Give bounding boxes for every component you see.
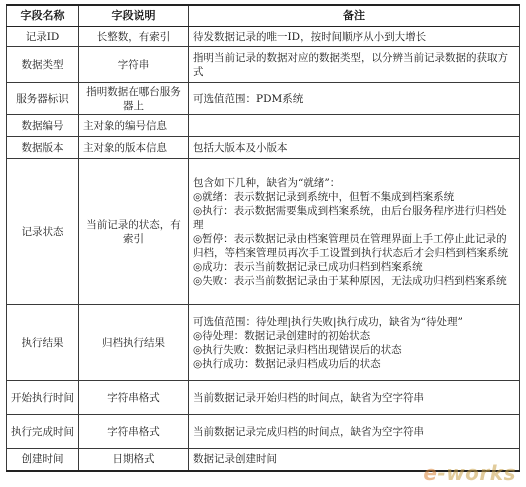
cell-field-desc: 指明数据在哪台服务器上 — [79, 83, 189, 115]
cell-field-desc: 主对象的编号信息 — [79, 115, 189, 137]
note-line: 当前数据记录开始归档的时间点，缺省为空字符串 — [193, 391, 424, 404]
table-row — [7, 137, 520, 159]
note-line: 指明当前记录的数据对应的数据类型，以分辨当前记录数据的获取方式 — [193, 51, 508, 78]
cell-note — [189, 449, 520, 471]
note-line: 包含如下几种，缺省为“就绪”： — [193, 176, 341, 189]
cell-field-desc: 字符串格式 — [79, 415, 189, 449]
note-line: ◎失败：表示当前数据记录由于某种原因，无法成功归档到档案系统 — [193, 274, 507, 287]
cell-field-desc: 归档执行结果 — [79, 305, 189, 381]
cell-field-desc: 字符串格式 — [79, 381, 189, 415]
table-row — [7, 115, 520, 137]
cell-note — [189, 27, 520, 47]
cell-note — [189, 415, 520, 449]
note-line: ◎就绪：表示数据记录到系统中，但暂不集成到档案系统 — [193, 190, 455, 203]
table-row — [7, 449, 520, 471]
cell-field-name: 服务器标识 — [7, 83, 79, 115]
table-header-row — [7, 5, 520, 27]
note-line: ◎待处理：数据记录创建时的初始状态 — [193, 329, 371, 342]
watermark-prefix: e — [423, 461, 438, 485]
cell-field-desc: 字符串 — [79, 47, 189, 83]
table-row — [7, 83, 520, 115]
note-line: 包括大版本及小版本 — [193, 141, 288, 154]
cell-note — [189, 137, 520, 159]
cell-field-name: 记录状态 — [7, 159, 79, 305]
table-row — [7, 381, 520, 415]
table-row — [7, 415, 520, 449]
note-line: 数据记录创建时间 — [193, 453, 277, 466]
cell-note — [189, 115, 520, 137]
note-line: 可选值范围：PDM系统 — [193, 92, 304, 105]
note-line: 可选值范围：待处理|执行失败|执行成功，缺省为“待处理” — [193, 315, 463, 328]
table-row — [7, 159, 520, 305]
cell-note — [189, 305, 520, 381]
note-line: ◎执行成功：数据记录归档成功后的状态 — [193, 357, 381, 370]
header-note: 备注 — [189, 5, 520, 27]
cell-field-desc: 主对象的版本信息 — [79, 137, 189, 159]
cell-field-name: 开始执行时间 — [7, 381, 79, 415]
field-definition-table — [6, 4, 520, 472]
note-line: ◎执行：表示数据需要集成到档案系统，由后台服务程序进行归档处理 — [193, 204, 507, 231]
cell-field-name: 执行结果 — [7, 305, 79, 381]
note-line: ◎执行失败：数据记录归档出现错误后的状态 — [193, 343, 402, 356]
cell-field-name: 数据版本 — [7, 137, 79, 159]
note-line: ◎暂停：表示数据记录由档案管理员在管理界面上手工停止此记录的归档，等档案管理员再次手工设置到执行状态后才会归档到档案系统 — [193, 232, 508, 259]
cell-field-desc: 长整数，有索引 — [79, 27, 189, 47]
cell-field-name: 记录ID — [7, 27, 79, 47]
table-row — [7, 27, 520, 47]
table-row — [7, 305, 520, 381]
cell-note — [189, 381, 520, 415]
table-row — [7, 47, 520, 83]
note-line: ◎成功：表示当前数据记录已成功归档到档案系统 — [193, 260, 423, 273]
cell-note — [189, 159, 520, 305]
header-field-name: 字段名称 — [7, 5, 79, 27]
cell-field-name: 执行完成时间 — [7, 415, 79, 449]
cell-field-desc: 日期格式 — [79, 449, 189, 471]
cell-field-name: 创建时间 — [7, 449, 79, 471]
header-field-desc: 字段说明 — [79, 5, 189, 27]
cell-note — [189, 83, 520, 115]
cell-field-desc: 当前记录的状态，有索引 — [79, 159, 189, 305]
cell-field-name: 数据编号 — [7, 115, 79, 137]
cell-note — [189, 47, 520, 83]
note-line: 当前数据记录完成归档的时间点，缺省为空字符串 — [193, 425, 424, 438]
note-line: 待发数据记录的唯一ID，按时间顺序从小到大增长 — [193, 30, 427, 43]
cell-field-name: 数据类型 — [7, 47, 79, 83]
watermark-text: -works — [437, 461, 516, 485]
